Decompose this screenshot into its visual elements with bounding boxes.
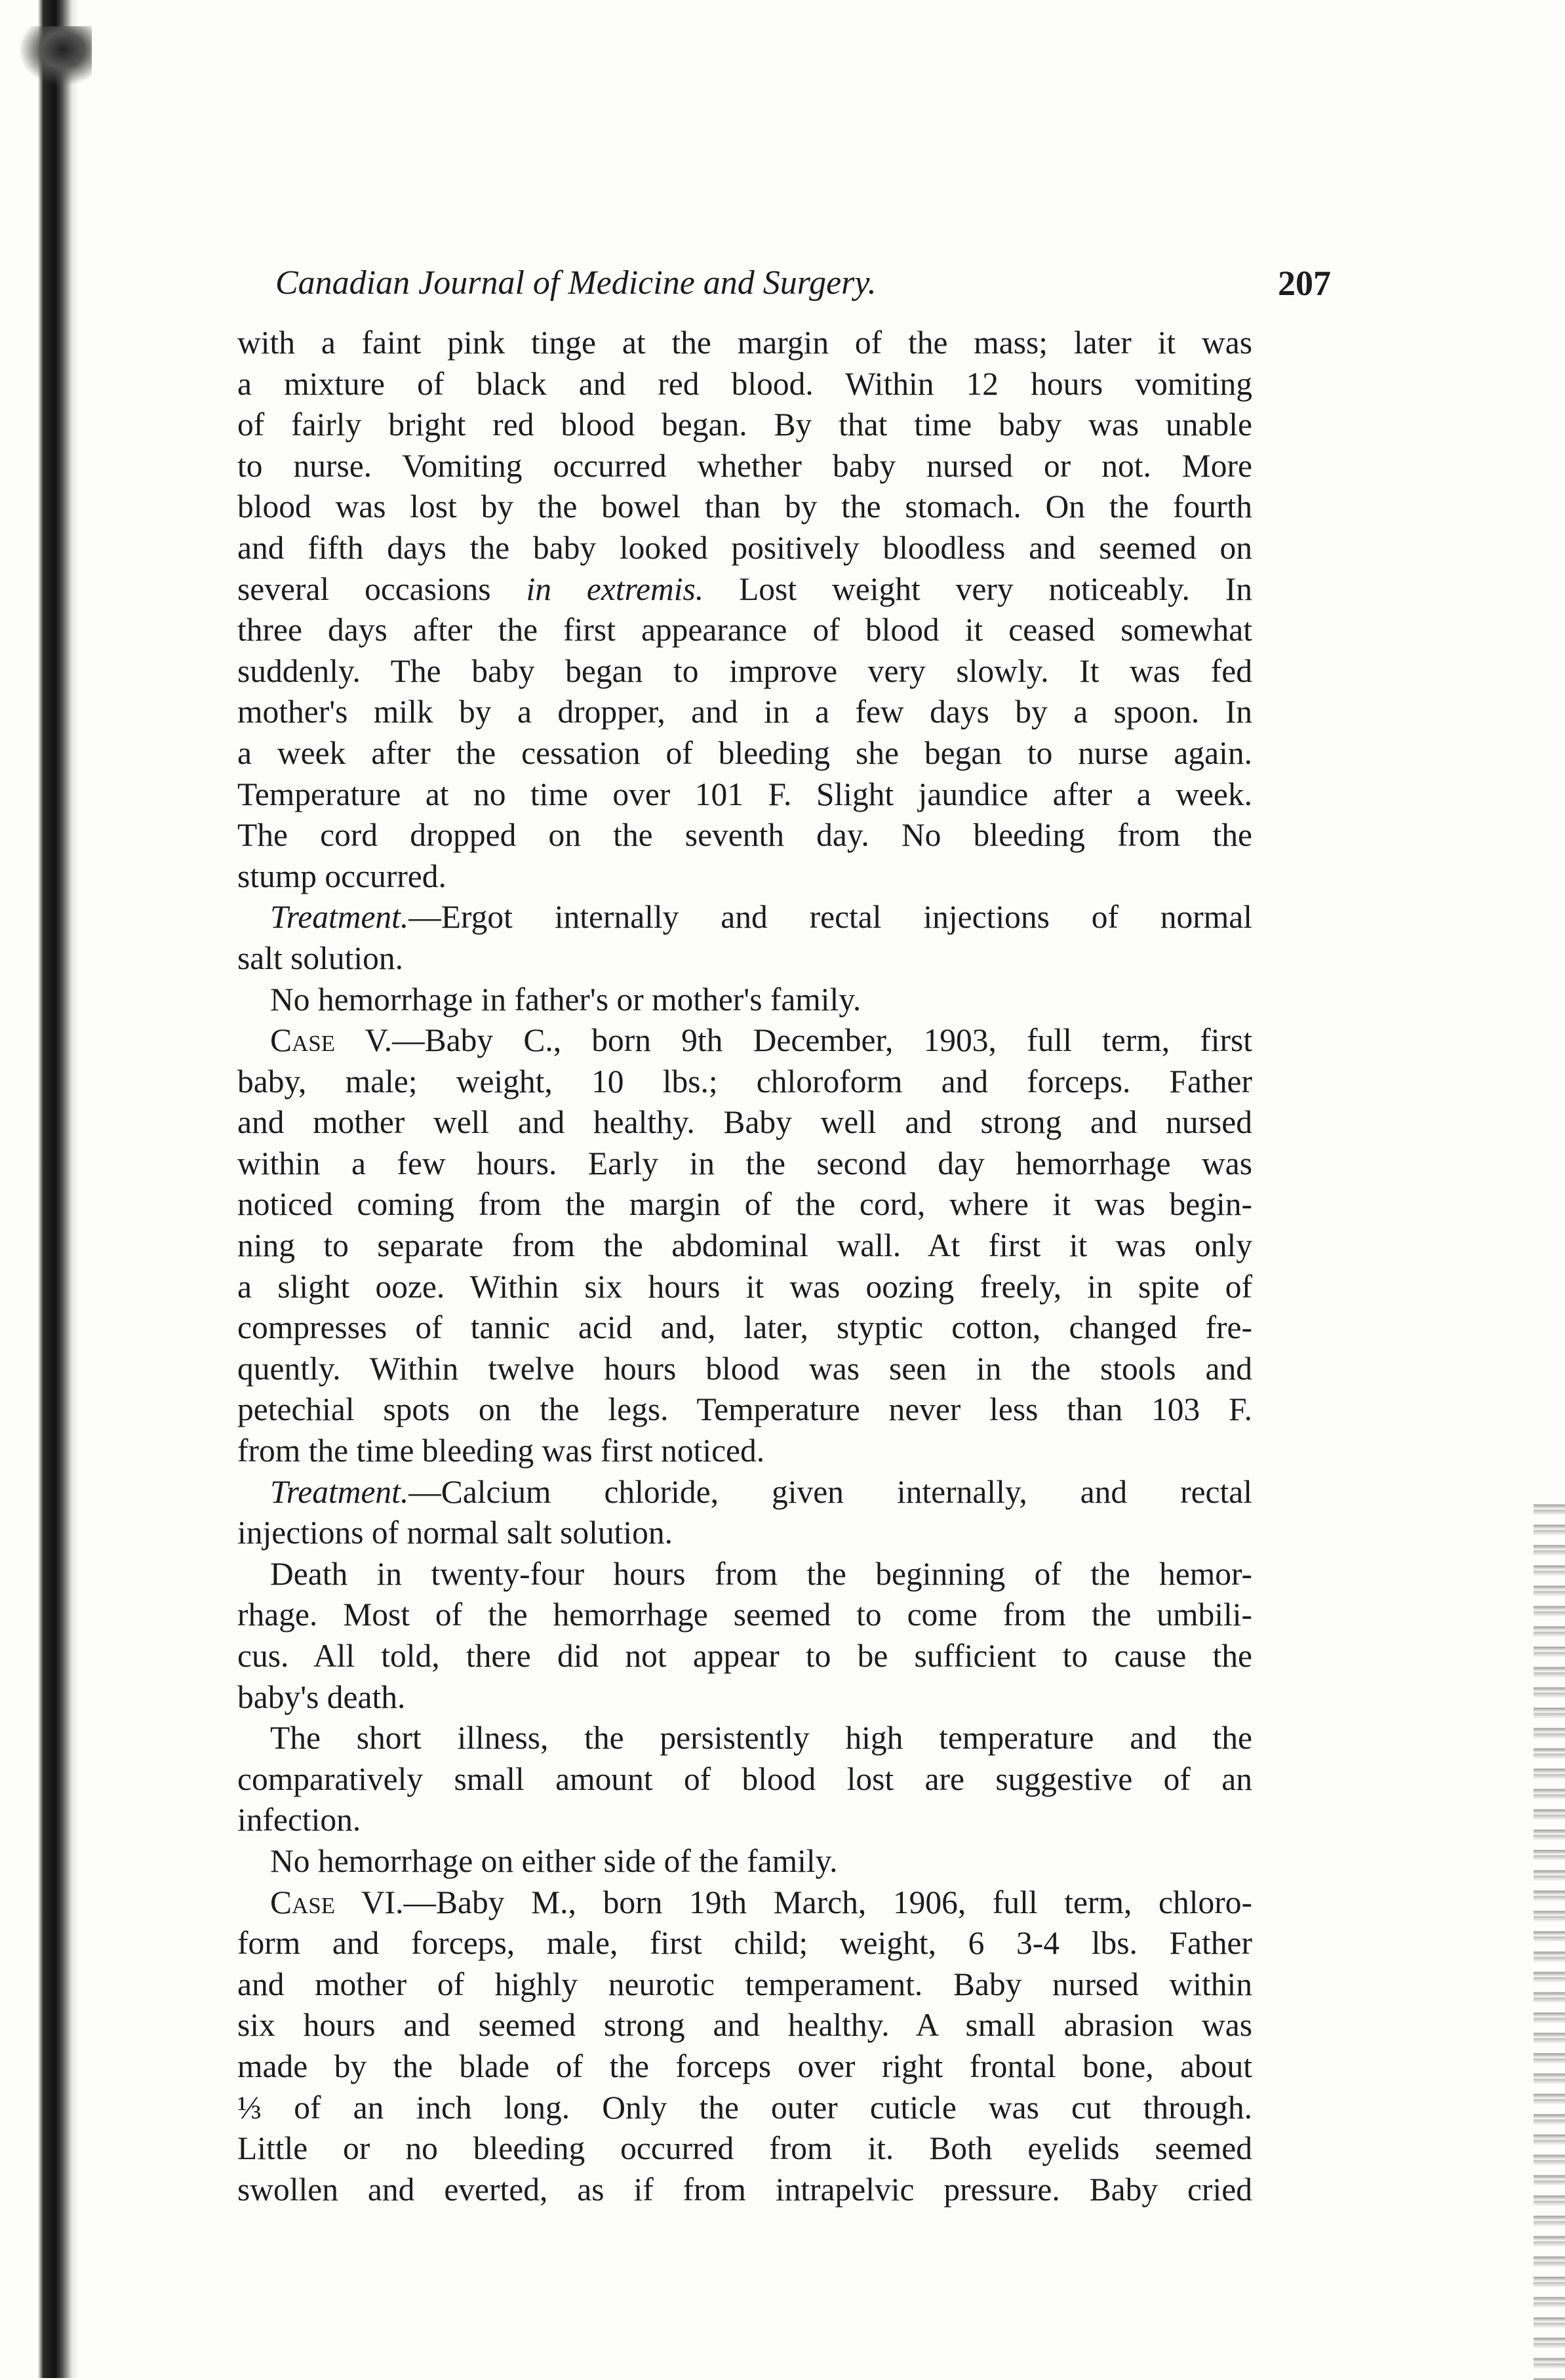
binding-smudge <box>20 26 92 85</box>
text-line: comparatively small amount of blood lost are suggestive of an <box>237 1760 1252 1797</box>
text-line: infection. <box>237 1802 361 1838</box>
text-line: No hemorrhage on either side of the family. <box>270 1842 838 1879</box>
case-heading: Case <box>270 1884 336 1920</box>
text-line: to nurse. Vomiting occurred whether baby nursed or not. More <box>237 447 1252 484</box>
page-header <box>275 257 1331 309</box>
text-line: cus. All told, there did not appear to be sufficient to cause the <box>237 1638 1252 1674</box>
text-line: ⅓ of an inch long. Only the outer cuticle was cut through. <box>237 2089 1252 2126</box>
treatment-heading: Treatment. <box>270 899 409 936</box>
text-line: rhage. Most of the hemorrhage seemed to come from the umbili- <box>237 1597 1252 1633</box>
text-line <box>237 569 1252 610</box>
body-text <box>237 323 1252 2210</box>
page-number: 207 <box>1278 264 1331 303</box>
text-segment: —Calcium chloride, given internally, and rectal <box>408 1473 1252 1510</box>
text-line: and mother of highly neurotic temperament. Baby nursed within <box>237 1966 1252 2002</box>
text-line: within a few hours. Early in the second day hemorrhage was <box>237 1145 1252 1181</box>
italic-phrase: in extremis. <box>526 570 704 607</box>
text-line: from the time bleeding was first noticed. <box>237 1433 765 1469</box>
text-line: The cord dropped on the seventh day. No bleeding from the <box>237 817 1252 854</box>
text-segment: Lost weight very noticeably. In <box>703 570 1253 607</box>
text-line: and fifth days the baby looked positively bloodless and seemed on <box>237 529 1252 566</box>
text-line: made by the blade of the forceps over right frontal bone, about <box>237 2048 1252 2084</box>
text-line: quently. Within twelve hours blood was seen in the stools and <box>237 1350 1252 1387</box>
text-line: suddenly. The baby began to improve very slowly. It was fed <box>237 652 1252 689</box>
text-line: six hours and seemed strong and healthy. A small abrasion was <box>237 2007 1252 2044</box>
text-line: ning to separate from the abdominal wall. At first it was only <box>237 1227 1252 1264</box>
text-line: swollen and everted, as if from intrapelvic pressure. Baby cried <box>237 2171 1252 2208</box>
text-line: compresses of tannic acid and, later, styptic cotton, changed fre- <box>237 1309 1252 1346</box>
text-line: Little or no bleeding occurred from it. Both eyelids seemed <box>237 2130 1252 2167</box>
text-line: Death in twenty-four hours from the beginning of the hemor- <box>270 1555 1252 1592</box>
text-line <box>237 1472 1252 1513</box>
text-line: Temperature at no time over 101 F. Slight jaundice after a week. <box>237 776 1252 812</box>
text-line: with a faint pink tinge at the margin of the mass; later it was <box>237 325 1252 361</box>
text-line: mother's milk by a dropper, and in a few days by a spoon. In <box>237 694 1252 730</box>
text-line: a week after the cessation of bleeding she began to nurse again. <box>237 734 1252 771</box>
text-line <box>237 1882 1252 1924</box>
text-line: injections of normal salt solution. <box>237 1515 673 1551</box>
treatment-heading: Treatment. <box>270 1473 409 1510</box>
text-line: The short illness, the persistently high temperature and the <box>270 1720 1252 1756</box>
text-line <box>237 1020 1252 1061</box>
running-title: Canadian Journal of Medicine and Surgery. <box>275 264 877 302</box>
text-line: baby, male; weight, 10 lbs.; chloroform and forceps. Father <box>237 1063 1252 1100</box>
text-line: a mixture of black and red blood. Within 12 hours vomiting <box>237 365 1252 402</box>
text-line: form and forceps, male, first child; weight, 6 3-4 lbs. Father <box>237 1925 1252 1962</box>
text-line: baby's death. <box>237 1678 406 1715</box>
page-edge-speckle <box>1534 1495 1565 2380</box>
text-line: stump occurred. <box>237 858 446 894</box>
text-line: No hemorrhage in father's or mother's family. <box>270 981 862 1018</box>
text-segment: —Ergot internally and rectal injections of normal <box>408 899 1252 936</box>
text-segment: V.—Baby C., born 9th December, 1903, full term, first <box>335 1022 1252 1059</box>
text-segment: several occasions <box>237 570 526 607</box>
case-heading: Case <box>270 1022 336 1059</box>
text-line: and mother well and healthy. Baby well and strong and nursed <box>237 1104 1252 1141</box>
text-line: petechial spots on the legs. Temperature never less than 103 F. <box>237 1391 1252 1428</box>
text-line: blood was lost by the bowel than by the stomach. On the fourth <box>237 488 1252 525</box>
text-line: three days after the first appearance of blood it ceased somewhat <box>237 612 1252 648</box>
text-line: salt solution. <box>237 940 404 976</box>
text-segment: VI.—Baby M., born 19th March, 1906, full term, chloro- <box>335 1884 1252 1920</box>
text-line: of fairly bright red blood began. By that time baby was unable <box>237 407 1252 443</box>
text-line: a slight ooze. Within six hours it was oozing freely, in spite of <box>237 1268 1252 1305</box>
text-line <box>237 897 1252 938</box>
text-line: noticed coming from the margin of the cord, where it was begin- <box>237 1186 1252 1223</box>
binding-shadow <box>0 0 79 2378</box>
